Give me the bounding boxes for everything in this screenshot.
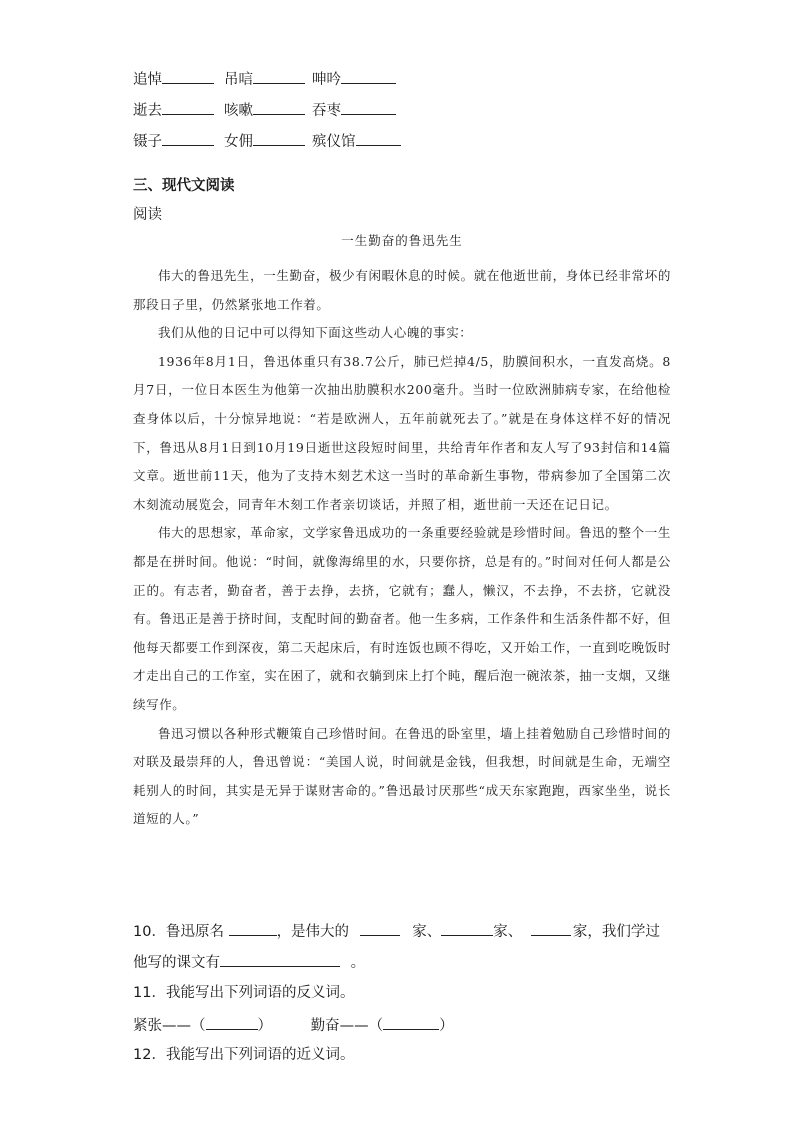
vocab-word: 女佣	[224, 134, 253, 150]
question-text: 家、	[412, 924, 442, 940]
bracket-close: ）	[439, 1018, 454, 1034]
answer-blank[interactable]	[360, 920, 400, 936]
passage-title: 一生勤奋的鲁迅先生	[341, 233, 463, 248]
vocab-item	[133, 68, 224, 90]
vocab-item	[312, 130, 401, 152]
vocab-word: 吊唁	[224, 72, 253, 88]
answer-blank[interactable]	[253, 130, 305, 146]
bracket-close: ）	[257, 1018, 272, 1034]
question-10-line-1	[133, 920, 660, 942]
reading-passage	[133, 230, 671, 834]
question-text: 10．鲁迅原名	[133, 924, 224, 940]
answer-blank[interactable]	[253, 99, 305, 115]
vocab-word: 咳嗽	[224, 103, 253, 119]
vocab-item	[224, 99, 312, 121]
question-10-line-2	[133, 951, 365, 973]
vocab-row-2	[133, 99, 396, 121]
vocab-item	[312, 68, 396, 90]
vocab-item	[133, 130, 224, 152]
passage-paragraph: 伟大的鲁迅先生，一生勤奋，极少有闲暇休息的时候。就在他逝世前，身体已经非常坏的那段日子里，仍然紧张地工作着。	[133, 268, 671, 312]
question-text: ，是伟大的	[276, 924, 350, 940]
answer-blank[interactable]	[356, 130, 401, 146]
passage-paragraph: 我们从他的日记中可以得知下面这些动人心魄的事实：	[158, 325, 473, 341]
read-label: 阅读	[133, 207, 162, 223]
vocab-row-1	[133, 68, 396, 90]
vocab-word: 吞枣	[312, 103, 341, 119]
vocab-word: 呻吟	[312, 72, 341, 88]
section-heading: 三、现代文阅读	[133, 178, 235, 194]
vocab-word: 追悼	[133, 72, 162, 88]
answer-blank[interactable]	[341, 99, 396, 115]
question-text: 他写的课文有	[133, 955, 220, 971]
answer-blank[interactable]	[162, 99, 214, 115]
answer-blank[interactable]	[441, 920, 493, 936]
vocab-item	[224, 68, 312, 90]
vocab-item	[224, 130, 312, 152]
vocab-word: 逝去	[133, 103, 162, 119]
vocab-row-3	[133, 130, 401, 152]
passage-paragraph: 鲁迅习惯以各种形式鞭策自己珍惜时间。在鲁迅的卧室里，墙上挂着勉励自己珍惜时间的对联及最崇拜的人，鲁迅曾说：“美国人说，时间就是金钱，但我想，时间就是生命，无端空耗别人的时间，其实是无异于谋财害命的。”鲁迅最讨厌那些“成天东家跑跑，西家坐坐，说长道短的人。”	[133, 725, 671, 827]
question-text: 家、	[493, 924, 523, 940]
question-text: 家，我们学过	[572, 924, 660, 940]
answer-blank[interactable]	[341, 68, 396, 84]
answer-blank[interactable]	[253, 68, 305, 84]
answer-blank[interactable]	[229, 920, 277, 936]
passage-paragraph: 1936年8月1日，鲁迅体重只有38.7公斤，肺已烂掉4/5，肋膜间积水，一直发高烧。8月7日，一位日本医生为他第一次抽出肋膜积水200毫升。当时一位欧洲肺病专家，在给他检查身体以后，十分惊异地说：“若是欧洲人，五年前就死去了。”就是在身体这样不好的情况下，鲁迅从8月1日到10月19日逝世这段短时间里，共给青年作者和友人写了93封信和14篇文章。逝世前11天，他为了支持木刻艺术这一当时的革命新生事物，带病参加了全国第二次木刻流动展览会，同青年木刻工作者亲切谈话，并照了相，逝世前一天还在记日记。	[133, 353, 671, 512]
antonym-prompt: 勤奋——（	[310, 1018, 384, 1034]
question-11: 11．我能写出下列词语的反义词。	[133, 985, 355, 1001]
answer-blank[interactable]	[383, 1014, 439, 1030]
question-12: 12．我能写出下列词语的近义词。	[133, 1047, 355, 1063]
answer-blank[interactable]	[531, 920, 571, 936]
antonym-prompt: 紧张——（	[133, 1018, 206, 1034]
passage-paragraph: 伟大的思想家，革命家，文学家鲁迅成功的一条重要经验就是珍惜时间。鲁迅的整个一生都是在拼时间。他说：“时间，就像海绵里的水，只要你挤，总是有的。”时间对任何人都是公正的。有志者，勤奋者，善于去挣，去挤，它就有；蠢人，懒汉，不去挣，不去挤，它就没有。鲁迅正是善于挤时间，支配时间的勤奋者。他一生多病，工作条件和生活条件都不好，但他每天都要工作到深夜，第二天起床后，有时连饭也顾不得吃，又开始工作，一直到吃晚饭时才走出自己的工作室，实在困了，就和衣躺到床上打个盹，醒后泡一碗浓茶，抽一支烟，又继续写作。	[133, 525, 671, 712]
answer-blank[interactable]	[220, 951, 340, 967]
answer-blank[interactable]	[162, 130, 214, 146]
question-text: 。	[350, 955, 366, 971]
answer-blank[interactable]	[162, 68, 214, 84]
answer-blank[interactable]	[206, 1014, 258, 1030]
vocab-item	[312, 99, 396, 121]
vocab-word: 殡仪馆	[312, 134, 356, 150]
vocab-word: 镊子	[133, 134, 162, 150]
question-11-items	[133, 1014, 454, 1036]
vocab-item	[133, 99, 224, 121]
